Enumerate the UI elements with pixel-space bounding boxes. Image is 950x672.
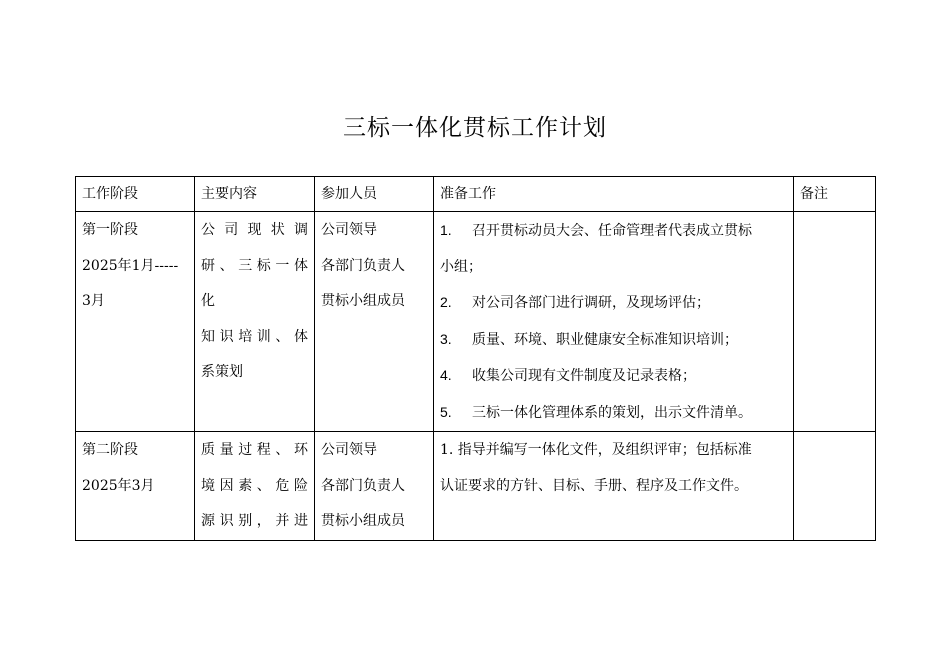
prep-item-number: 4. [440,367,452,383]
remark-cell [794,432,876,541]
document-title: 三标一体化贯标工作计划 [343,115,607,141]
prep-item-number: 5. [440,403,452,420]
participant: 贯标小组成员 [321,293,405,309]
header-content: 主要内容 [195,177,315,212]
prep-item [440,285,787,322]
prep-item-text: 收集公司现有文件制度及记录表格； [472,368,696,384]
prep-item [440,250,787,286]
content-line: 公司现状调 [201,222,308,238]
prep-item-number: 3. [440,330,452,347]
header-stage: 工作阶段 [76,177,195,212]
stage-name: 第二阶段 [82,442,138,458]
stage-period-end: 3月 [82,293,105,309]
table-row [76,432,876,541]
content-line: 化 [201,293,215,309]
header-remark: 备注 [794,177,876,212]
prep-item-text: 召开贯标动员大会、任命管理者代表成立贯标 [472,223,752,239]
prep-item [440,395,787,432]
prep-item [440,322,787,359]
participants-cell [315,212,434,432]
content-cell [195,432,315,541]
prep-item [440,358,787,395]
prep-item: 1. 指导并编写一体化文件，及组织评审；包括标准 [440,442,752,458]
stage-period: 2025年3月 [82,477,155,494]
prep-item-text: 小组； [440,258,482,275]
participant: 公司领导 [321,222,377,238]
preparation-cell [434,212,794,432]
content-line: 境因素、危险 [201,477,308,494]
prep-item [440,213,787,250]
content-line: 知识培训、体 [201,328,308,345]
content-line: 源识别，并进 [201,513,308,529]
stage-name: 第一阶段 [82,222,138,238]
prep-item-text: 对公司各部门进行调研，及现场评估； [472,295,710,311]
table-header-row [76,177,876,212]
remark-cell [794,212,876,432]
participant: 公司领导 [321,442,377,458]
participants-cell [315,432,434,541]
stage-cell [76,212,195,432]
participant: 各部门负责人 [321,477,405,494]
content-line: 研、三标一体 [201,257,308,274]
content-line: 质量过程、环 [201,442,308,458]
work-plan-table [75,176,876,541]
prep-item-text: 三标一体化管理体系的策划，出示文件清单。 [472,404,752,421]
header-participants: 参加人员 [315,177,434,212]
content-cell [195,212,315,432]
content-line: 系策划 [201,364,243,380]
prep-item-number: 1. [440,222,452,238]
participant: 各部门负责人 [321,257,405,274]
prep-item: 认证要求的方针、目标、手册、程序及工作文件。 [440,477,748,494]
stage-period: 2025年1月----- [82,257,179,274]
stage-cell [76,432,195,541]
participant: 贯标小组成员 [321,513,405,529]
prep-item-number: 2. [440,294,452,310]
prep-item-text: 质量、环境、职业健康安全标准知识培训； [472,331,738,348]
table-row [76,212,876,432]
header-preparation: 准备工作 [434,177,794,212]
preparation-cell [434,432,794,541]
